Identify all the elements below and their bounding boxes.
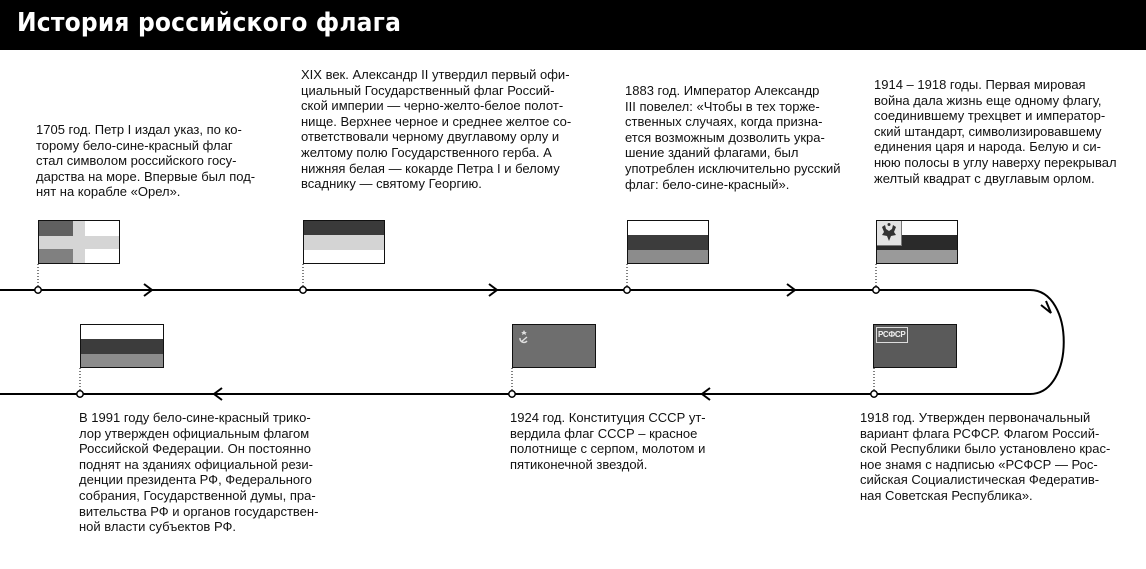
double-headed-eagle-icon bbox=[877, 221, 901, 245]
ussr-flag bbox=[512, 324, 596, 368]
white-blue-red-flag bbox=[627, 220, 709, 264]
st-andrew-style-flag bbox=[38, 220, 120, 264]
event-text-1991: В 1991 году бело-сине-красный трико- лор утвержден официальным флагом Российской Федерации. Он постоянно поднят на зданиях официальной рези- денции президента РФ, Федерального собрания, Государственной думы, пра- вительства РФ и органов государствен- ной власти субъектов РФ. bbox=[79, 410, 319, 535]
timeline-marker bbox=[35, 287, 41, 293]
eagle-canton bbox=[877, 221, 902, 246]
tricolor-with-eagle-canton-flag bbox=[876, 220, 958, 264]
timeline-marker bbox=[300, 287, 306, 293]
timeline-marker bbox=[624, 287, 630, 293]
event-text-1705: 1705 год. Петр I издал указ, по ко- торому бело-сине-красный флаг стал символом российского госу- дарства на море. Впервые был под- нят на корабле «Орел». bbox=[36, 122, 256, 200]
rsfsr-flag bbox=[873, 324, 957, 368]
event-text-xix-century: XIX век. Александр II утвердил первый офи- циальный Государственный флаг Россий- ской империи — черно-желто-белое полот- нище. Верхнее черное и среднее желтое со- ответствовали черному двуглавому орлу и желтому полю Государственного герба. А нижняя белая — кокарде Петра I и белому всаднику — святому Георгию. bbox=[301, 67, 572, 192]
event-text-1918: 1918 год. Утвержден первоначальный вариант флага РСФСР. Флагом Россий- ской Республики было установлено крас- ное знамя с надписью «РСФСР — Рос- сийская Социалистическая Федератив- ная Советская Республика». bbox=[860, 410, 1111, 503]
timeline-marker bbox=[871, 391, 877, 397]
event-text-1924: 1924 год. Конституция СССР ут- вердила флаг СССР – красное полотнище с серпом, молотом и пятиконечной звездой. bbox=[510, 410, 706, 472]
timeline-marker bbox=[77, 391, 83, 397]
russian-federation-flag bbox=[80, 324, 164, 368]
event-text-1883: 1883 год. Император Александр III повелел: «Чтобы в тех торже- ственных случаях, когда призна- ется возможным дозволить укра- шение зданий флагами, был употреблен исключительно русский флаг: бело-сине-красный». bbox=[625, 83, 841, 192]
rsfsr-inscription-frame bbox=[876, 327, 908, 343]
curve-arrow bbox=[1041, 301, 1051, 313]
page-title: История российского флага bbox=[17, 8, 402, 38]
timeline-marker bbox=[873, 287, 879, 293]
event-text-1914-1918: 1914 – 1918 годы. Первая мировая война дала жизнь еще одному флагу, соединившему трехцвет и император- ский штандарт, символизировавшему единения царя и народа. Белую и си- нюю полосы в углу наверху перекрывал желтый квадрат с двуглавым орлом. bbox=[874, 77, 1117, 186]
black-yellow-white-flag bbox=[303, 220, 385, 264]
timeline-marker bbox=[509, 391, 515, 397]
rsfsr-inscription: РСФСР bbox=[878, 330, 906, 339]
hammer-sickle-icon bbox=[517, 329, 533, 345]
